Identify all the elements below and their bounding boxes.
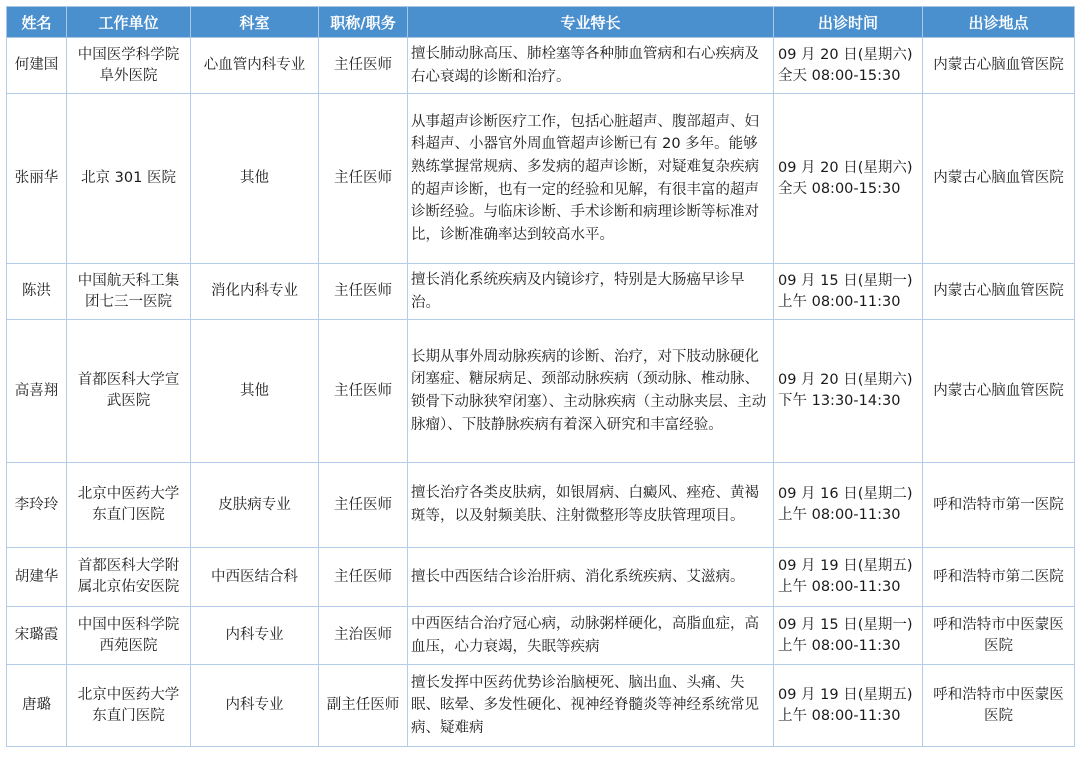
table-row	[7, 38, 1075, 94]
department: 其他	[191, 94, 319, 264]
clinic-time	[774, 264, 923, 320]
work-unit-line: 中国中医科学院	[77, 616, 180, 633]
clinic-session: 上午 08:00-11:30	[778, 579, 901, 595]
work-unit	[67, 38, 191, 94]
clinic-session: 下午 13:30-14:30	[778, 393, 901, 409]
work-unit-line: 北京 301 医院	[81, 170, 176, 186]
header-name: 姓名	[7, 7, 67, 38]
specialty: 擅长中西医结合诊治肝病、消化系统疾病、艾滋病。	[408, 548, 774, 607]
clinic-date: 09 月 19 日(星期五)	[778, 558, 913, 574]
clinic-session: 上午 08:00-11:30	[778, 707, 901, 724]
clinic-time	[774, 463, 923, 548]
clinic-date: 09 月 15 日(星期一)	[778, 272, 913, 289]
department: 消化内科专业	[191, 264, 319, 320]
clinic-location: 内蒙古心脑血管医院	[923, 94, 1075, 264]
header-work-unit: 工作单位	[67, 7, 191, 38]
clinic-session: 上午 08:00-11:30	[778, 293, 901, 310]
specialty: 擅长消化系统疾病及内镜诊疗，特别是大肠癌早诊早治。	[408, 264, 774, 320]
clinic-time	[774, 607, 923, 665]
clinic-date: 09 月 19 日(星期五)	[778, 686, 913, 703]
work-unit-line: 团七三一医院	[85, 293, 172, 310]
job-title: 副主任医师	[319, 665, 408, 747]
specialty: 擅长发挥中医药优势诊治脑梗死、脑出血、头痛、失眠、眩晕、多发性硬化、视神经脊髓炎等神经系统常见病、疑难病	[408, 665, 774, 747]
table-header-row	[7, 7, 1075, 38]
clinic-location: 呼和浩特市中医蒙医医院	[923, 665, 1075, 747]
clinic-date: 09 月 20 日(星期六)	[778, 46, 913, 63]
doctor-schedule-sheet	[6, 6, 1074, 747]
clinic-time	[774, 548, 923, 607]
work-unit-line: 东直门医院	[92, 707, 165, 724]
clinic-time	[774, 665, 923, 747]
job-title: 主任医师	[319, 320, 408, 463]
doctor-name: 张丽华	[7, 94, 67, 264]
header-clinic-location: 出诊地点	[923, 7, 1075, 38]
doctor-name: 宋璐霞	[7, 607, 67, 665]
clinic-location: 呼和浩特市第二医院	[923, 548, 1075, 607]
work-unit-line: 中国医学科学院	[77, 46, 180, 63]
work-unit-line: 东直门医院	[92, 507, 165, 523]
department: 内科专业	[191, 607, 319, 665]
specialty: 擅长肺动脉高压、肺栓塞等各种肺血管病和右心疾病及右心衰竭的诊断和治疗。	[408, 38, 774, 94]
clinic-location: 内蒙古心脑血管医院	[923, 320, 1075, 463]
doctor-name: 陈洪	[7, 264, 67, 320]
work-unit	[67, 607, 191, 665]
table-row	[7, 607, 1075, 665]
work-unit-line: 属北京佑安医院	[77, 579, 180, 595]
doctor-name: 何建国	[7, 38, 67, 94]
clinic-location: 呼和浩特市第一医院	[923, 463, 1075, 548]
table-row	[7, 94, 1075, 264]
clinic-time	[774, 94, 923, 264]
clinic-date: 09 月 15 日(星期一)	[778, 616, 913, 633]
work-unit-line: 首都医科大学宣	[77, 372, 180, 388]
work-unit	[67, 665, 191, 747]
clinic-session: 上午 08:00-11:30	[778, 507, 901, 523]
doctor-name: 唐璐	[7, 665, 67, 747]
department: 其他	[191, 320, 319, 463]
table-row	[7, 665, 1075, 747]
department: 皮肤病专业	[191, 463, 319, 548]
header-title: 职称/职务	[319, 7, 408, 38]
clinic-location: 内蒙古心脑血管医院	[923, 264, 1075, 320]
table-row	[7, 320, 1075, 463]
table-row	[7, 463, 1075, 548]
clinic-date: 09 月 16 日(星期二)	[778, 486, 913, 502]
work-unit-line: 中国航天科工集	[77, 272, 180, 289]
work-unit-line: 北京中医药大学	[77, 486, 180, 502]
work-unit-line: 阜外医院	[99, 67, 158, 84]
job-title: 主任医师	[319, 38, 408, 94]
work-unit-line: 首都医科大学附	[77, 558, 180, 574]
work-unit	[67, 94, 191, 264]
header-clinic-time: 出诊时间	[774, 7, 923, 38]
table-row	[7, 548, 1075, 607]
job-title: 主任医师	[319, 94, 408, 264]
specialty: 从事超声诊断医疗工作，包括心脏超声、腹部超声、妇科超声、小器官外周血管超声诊断已有 20 多年。能够熟练掌握常规病、多发病的超声诊断，对疑难复杂疾病的超声诊断，也有一定的经验和见解，有很丰富的超声诊断经验。与临床诊断、手术诊断和病理诊断等标准对比，诊断准确率达到较高水平。	[408, 94, 774, 264]
department: 中西医结合科	[191, 548, 319, 607]
department: 内科专业	[191, 665, 319, 747]
table-row	[7, 264, 1075, 320]
doctor-name: 胡建华	[7, 548, 67, 607]
work-unit	[67, 463, 191, 548]
clinic-time	[774, 38, 923, 94]
clinic-session: 上午 08:00-11:30	[778, 637, 901, 654]
work-unit-line: 西苑医院	[99, 637, 158, 654]
work-unit	[67, 264, 191, 320]
job-title: 主任医师	[319, 264, 408, 320]
doctor-name: 李玲玲	[7, 463, 67, 548]
clinic-location: 呼和浩特市中医蒙医医院	[923, 607, 1075, 665]
doctor-schedule-table	[6, 6, 1075, 747]
work-unit	[67, 548, 191, 607]
specialty: 擅长治疗各类皮肤病，如银屑病、白癜风、痤疮、黄褐斑等，以及射频美肤、注射微整形等皮肤管理项目。	[408, 463, 774, 548]
job-title: 主治医师	[319, 607, 408, 665]
specialty: 长期从事外周动脉疾病的诊断、治疗，对下肢动脉硬化闭塞症、糖尿病足、颈部动脉疾病（颈动脉、椎动脉、锁骨下动脉狭窄闭塞）、主动脉疾病（主动脉夹层、主动脉瘤）、下肢静脉疾病有着深入研究和丰富经验。	[408, 320, 774, 463]
header-specialty: 专业特长	[408, 7, 774, 38]
work-unit	[67, 320, 191, 463]
header-department: 科室	[191, 7, 319, 38]
job-title: 主任医师	[319, 548, 408, 607]
clinic-date: 09 月 20 日(星期六)	[778, 372, 913, 388]
doctor-name: 高喜翔	[7, 320, 67, 463]
clinic-session: 全天 08:00-15:30	[778, 180, 901, 197]
work-unit-line: 武医院	[106, 393, 151, 409]
clinic-time	[774, 320, 923, 463]
clinic-location: 内蒙古心脑血管医院	[923, 38, 1075, 94]
work-unit-line: 北京中医药大学	[77, 686, 180, 703]
department: 心血管内科专业	[191, 38, 319, 94]
specialty: 中西医结合治疗冠心病，动脉粥样硬化，高脂血症，高血压，心力衰竭，失眠等疾病	[408, 607, 774, 665]
clinic-date: 09 月 20 日(星期六)	[778, 159, 913, 176]
job-title: 主任医师	[319, 463, 408, 548]
clinic-session: 全天 08:00-15:30	[778, 67, 901, 84]
